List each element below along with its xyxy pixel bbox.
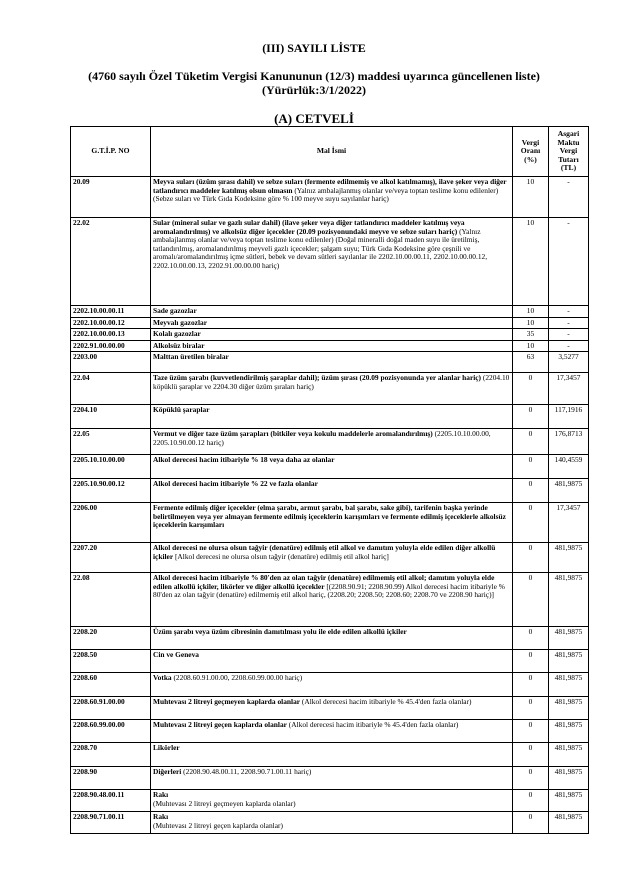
item-name-note: (Yalnız ambalajlanmış olanlar ve/veya toptan teslime konu edilenler) (Doğal mineralli doğal maden suyu ile üretilmiş, tatlandırılmış, aromalandırılmış meyveli gazlı içecekler; şalgam suyu; Türk Gıda Kodeksine göre çeşnili ve aromalı/aromalandırılmış içme sütleri, bebek ve devam sütleri sayılanlar ile 2202.10.00.00.11, 2202.10.00.00.12, 2202.10.00.00.13, 2202.91.00.00.00 hariç) — [153, 226, 488, 270]
item-name-bold: Alkol derecesi hacim itibariyle % 80'den az olan tağyir (denatüre) edilmemiş etil alkol; damıtım yoluyla elde edilen alkollü içkiler, likörler ve diğer alkollü içecekler — [153, 573, 495, 591]
min-amount: 481,9875 — [549, 543, 589, 573]
tax-rate: 10 — [513, 306, 549, 318]
min-amount: 481,9875 — [549, 812, 589, 834]
gtip-code: 2208.90.71.00.11 — [71, 812, 151, 834]
item-name-bold: Köpüklü şaraplar — [153, 405, 210, 414]
tax-rate: 0 — [513, 373, 549, 405]
tax-rate: 0 — [513, 543, 549, 573]
item-name — [151, 317, 513, 329]
table-row — [71, 697, 589, 720]
tax-rate: 0 — [513, 429, 549, 455]
tax-rate: 0 — [513, 673, 549, 697]
item-name-bold: Meyva suları (üzüm şırası dahil) ve sebze suları (fermente edilmemiş ve alkol katılmamış), ilave şeker veya diğer tatlandırıcı maddeler katılmış olsun olmasın — [153, 177, 507, 195]
gtip-code: 2208.60.99.00.00 — [71, 720, 151, 743]
table-row — [71, 479, 589, 503]
item-name — [151, 352, 513, 373]
item-name — [151, 405, 513, 429]
item-name — [151, 543, 513, 573]
item-name-note: (Yalnız ambalajlanmış olanlar ve/veya toptan teslime konu edilenler) (Sebze suları ve Türk Gıda Kodeksine göre % 100 meyve suyu sayılanlar hariç) — [153, 185, 499, 203]
item-name-bold: Taze üzüm şarabı (kuvvetlendirilmiş şaraplar dahil); üzüm şırası (20.09 pozisyonunda yer alanlar hariç) — [153, 373, 482, 382]
tax-rate: 0 — [513, 573, 549, 627]
item-name-bold: Muhtevası 2 litreyi geçen kaplarda olanlar — [153, 720, 287, 729]
gtip-code: 2208.70 — [71, 743, 151, 767]
table-row — [71, 352, 589, 373]
table-row — [71, 673, 589, 697]
table-row — [71, 503, 589, 543]
min-amount: - — [549, 218, 589, 306]
table-row — [71, 429, 589, 455]
item-name-bold: Meyvalı gazozlar — [153, 317, 207, 327]
tax-rate: 0 — [513, 503, 549, 543]
gtip-code: 2203.00 — [71, 352, 151, 373]
gtip-code: 22.02 — [71, 218, 151, 306]
table-row — [71, 329, 589, 341]
item-name-note: [Alkol derecesi ne olursa olsun tağyir (denatüre) edilmiş etil alkol hariç] — [173, 551, 389, 561]
subtitle-line-2: (Yürürlük:3/1/2022) — [261, 83, 366, 97]
gtip-code: 2202.91.00.00.00 — [71, 340, 151, 352]
tax-rate: 0 — [513, 697, 549, 720]
table-row — [71, 405, 589, 429]
item-name-bold: Fermente edilmiş diğer içecekler (elma şarabı, armut şarabı, bal şarabı, sake gibi), tarifenin başka yerinde belirtilmeyen veya yer almayan fermente edilmiş içeceklerin karışımları ve fermente edilmiş içeceklerle alkolsüz içeceklerin karışımları — [153, 503, 506, 529]
item-name-note: (2205.10.10.00.00, 2205.10.90.00.12 hariç) — [153, 429, 491, 447]
item-name-bold: Votka — [153, 673, 172, 682]
table-row — [71, 455, 589, 479]
item-name-bold: Muhtevası 2 litreyi geçmeyen kaplarda olanlar — [153, 697, 301, 706]
item-name — [151, 306, 513, 318]
min-amount: 481,9875 — [549, 697, 589, 720]
item-name — [151, 340, 513, 352]
item-name — [151, 812, 513, 834]
item-name-note: (Alkol derecesi hacim itibariyle % 45.4'den fazla olanlar) — [286, 720, 459, 729]
table-row — [71, 306, 589, 318]
min-amount: 176,8713 — [549, 429, 589, 455]
table-row — [71, 340, 589, 352]
min-amount: 17,3457 — [549, 503, 589, 543]
tax-rate: 63 — [513, 352, 549, 373]
gtip-code: 2202.10.00.00.12 — [71, 317, 151, 329]
item-name-bold: Alkolsüz biralar — [153, 340, 205, 350]
min-amount: 481,9875 — [549, 790, 589, 812]
item-name — [151, 373, 513, 405]
item-name-note: (2208.60.91.00.00, 2208.60.99.00.00 hariç) — [171, 673, 303, 682]
item-name-bold: Cin ve Geneva — [153, 650, 199, 659]
gtip-code: 22.04 — [71, 373, 151, 405]
item-name-bold: Kolalı gazozlar — [153, 329, 201, 338]
table-row — [71, 373, 589, 405]
gtip-code: 2205.10.90.00.12 — [71, 479, 151, 503]
min-amount: 481,9875 — [549, 627, 589, 650]
gtip-code: 2202.10.00.00.11 — [71, 306, 151, 318]
table-row — [71, 812, 589, 834]
item-name-note: (Muhtevası 2 litreyi geçen kaplarda olanlar) — [153, 820, 283, 830]
item-name — [151, 650, 513, 673]
min-amount: - — [549, 340, 589, 352]
column-header-amount: Asgari Maktu Vergi Tutarı (TL) — [549, 127, 589, 177]
item-name-note: (2204.10 köpüklü şaraplar ve 2204.30 diğer üzüm şıraları hariç) — [153, 373, 510, 391]
gtip-code: 2205.10.10.00.00 — [71, 455, 151, 479]
gtip-code: 2208.60.91.00.00 — [71, 697, 151, 720]
gtip-code: 2207.20 — [71, 543, 151, 573]
item-name — [151, 177, 513, 218]
item-name-bold: Sade gazozlar — [153, 306, 197, 315]
subtitle-line-1: (4760 sayılı Özel Tüketim Vergisi Kanununun (12/3) maddesi uyarınca güncellenen liste) — [88, 69, 540, 83]
table-row — [71, 767, 589, 790]
item-name-bold: Alkol derecesi ne olursa olsun tağyir (denatüre) edilmiş etil alkol ve damıtım yoluyla elde edilen diğer alkollü içkiler — [153, 543, 496, 561]
min-amount: 481,9875 — [549, 673, 589, 697]
table-row — [71, 573, 589, 627]
table-row — [71, 543, 589, 573]
min-amount: 481,9875 — [549, 767, 589, 790]
tax-rate: 0 — [513, 455, 549, 479]
subtitle — [0, 69, 628, 97]
min-amount: 481,9875 — [549, 573, 589, 627]
column-header-rate: Vergi Oranı (%) — [513, 127, 549, 177]
item-name — [151, 429, 513, 455]
item-name-bold: Rakı — [153, 790, 169, 799]
item-name — [151, 503, 513, 543]
gtip-code: 2208.60 — [71, 673, 151, 697]
item-name-bold: Sular (mineral sular ve gazlı sular dahil) (ilave şeker veya diğer tatlandırıcı maddeler katılmış veya aromalandırılmış) ve alkolsüz diğer içecekler (20.09 pozisyonundaki meyve ve sebze suları hariç) — [153, 218, 465, 236]
min-amount: 481,9875 — [549, 743, 589, 767]
gtip-code: 22.05 — [71, 429, 151, 455]
tariff-table — [70, 126, 589, 834]
gtip-code: 20.09 — [71, 177, 151, 218]
column-header-code: G.T.İ.P. NO — [71, 127, 151, 177]
column-header-name: Mal İsmi — [151, 127, 513, 177]
tax-rate: 10 — [513, 177, 549, 218]
item-name — [151, 479, 513, 503]
table-row — [71, 317, 589, 329]
item-name-note: [(2208.90.91; 2208.90.99) Alkol derecesi hacim itibariyle % 80'den az olan tağyir (denatüre) edilmemiş etil alkol hariç, (2208.20; 2208.50; 2208.60; 2208.70 ve 2208.90 hariç)] — [153, 581, 505, 599]
table-row — [71, 177, 589, 218]
item-name-note: (Muhtevası 2 litreyi geçmeyen kaplarda olanlar) — [153, 798, 296, 808]
tax-rate: 0 — [513, 479, 549, 503]
tax-rate: 0 — [513, 627, 549, 650]
tax-rate: 0 — [513, 650, 549, 673]
table-row — [71, 650, 589, 673]
gtip-code: 2206.00 — [71, 503, 151, 543]
item-name-bold: Vermut ve diğer taze üzüm şarapları (bitkiler veya kokulu maddelerle aromalandırılmış) — [153, 429, 433, 438]
table-row — [71, 720, 589, 743]
tax-rate: 0 — [513, 720, 549, 743]
table-row — [71, 218, 589, 306]
gtip-code: 2208.50 — [71, 650, 151, 673]
item-name-bold: Alkol derecesi hacim itibariyle % 18 veya daha az olanlar — [153, 455, 335, 464]
min-amount: - — [549, 329, 589, 341]
item-name — [151, 573, 513, 627]
table-row — [71, 790, 589, 812]
tax-rate: 0 — [513, 790, 549, 812]
table-header-row — [71, 127, 589, 177]
item-name-bold: Likörler — [153, 743, 180, 752]
table-row — [71, 743, 589, 767]
tax-rate: 10 — [513, 340, 549, 352]
min-amount: 481,9875 — [549, 650, 589, 673]
tax-rate: 0 — [513, 812, 549, 834]
tax-rate: 0 — [513, 767, 549, 790]
min-amount: 140,4559 — [549, 455, 589, 479]
gtip-code: 2208.90.48.00.11 — [71, 790, 151, 812]
tax-rate: 35 — [513, 329, 549, 341]
item-name — [151, 455, 513, 479]
gtip-code: 22.08 — [71, 573, 151, 627]
item-name — [151, 743, 513, 767]
item-name — [151, 627, 513, 650]
min-amount: 117,1916 — [549, 405, 589, 429]
item-name-bold: Üzüm şarabı veya üzüm cibresinin damıtılması yolu ile elde edilen alkollü içkiler — [153, 627, 407, 636]
item-name — [151, 673, 513, 697]
item-name-bold: Alkol derecesi hacim itibariyle % 22 ve fazla olanlar — [153, 479, 318, 488]
gtip-code: 2208.90 — [71, 767, 151, 790]
item-name — [151, 720, 513, 743]
min-amount: 481,9875 — [549, 720, 589, 743]
item-name — [151, 329, 513, 341]
item-name-note: (Alkol derecesi hacim itibariyle % 45.4'den fazla olanlar) — [300, 697, 472, 706]
tax-rate: 10 — [513, 317, 549, 329]
item-name-bold: Rakı — [153, 812, 169, 821]
section-title: (A) CETVELİ — [274, 111, 354, 126]
item-name — [151, 767, 513, 790]
gtip-code: 2208.20 — [71, 627, 151, 650]
list-title: (III) SAYILI LİSTE — [262, 41, 366, 55]
item-name-bold: Diğerleri — [153, 767, 182, 776]
min-amount: 17,3457 — [549, 373, 589, 405]
item-name-bold: Malttan üretilen biralar — [153, 352, 229, 361]
min-amount: - — [549, 306, 589, 318]
min-amount: - — [549, 177, 589, 218]
item-name-note: (2208.90.48.00.11, 2208.90.71.00.11 hariç) — [181, 767, 312, 776]
table-body — [71, 177, 589, 834]
item-name — [151, 218, 513, 306]
gtip-code: 2202.10.00.00.13 — [71, 329, 151, 341]
min-amount: 3,5277 — [549, 352, 589, 373]
gtip-code: 2204.10 — [71, 405, 151, 429]
table-row — [71, 627, 589, 650]
min-amount: 481,9875 — [549, 479, 589, 503]
tax-rate: 0 — [513, 405, 549, 429]
tax-rate: 0 — [513, 743, 549, 767]
tax-rate: 10 — [513, 218, 549, 306]
item-name — [151, 697, 513, 720]
min-amount: - — [549, 317, 589, 329]
item-name — [151, 790, 513, 812]
